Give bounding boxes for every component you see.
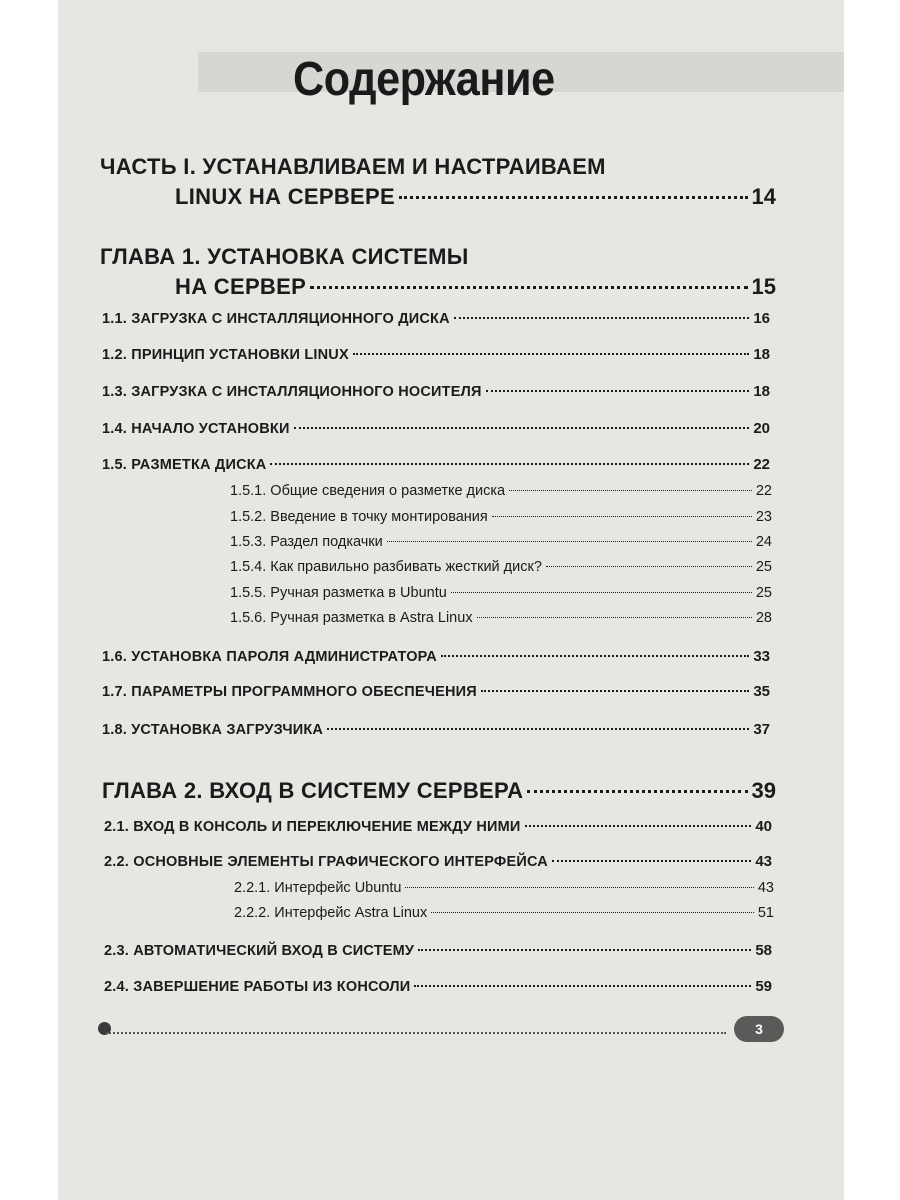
toc-entry-title: 2.3. АВТОМАТИЧЕСКИЙ ВХОД В СИСТЕМУ <box>104 943 415 959</box>
toc-section <box>104 818 772 835</box>
toc-entry-title: 2.4. ЗАВЕРШЕНИЕ РАБОТЫ ИЗ КОНСОЛИ <box>104 979 411 995</box>
toc-page-number: 14 <box>751 184 776 209</box>
toc-page-number: 58 <box>755 942 772 959</box>
dot-leader <box>270 463 749 465</box>
toc-page-number: 37 <box>753 721 770 738</box>
toc-entry-title: 1.6. УСТАНОВКА ПАРОЛЯ АДМИНИСТРАТОРА <box>102 649 437 665</box>
toc-entry-title: 2.1. ВХОД В КОНСОЛЬ И ПЕРЕКЛЮЧЕНИЕ МЕЖДУ НИМИ <box>104 819 521 835</box>
dot-leader <box>327 728 749 730</box>
dot-leader <box>492 516 752 517</box>
toc-entry-title: 2.2.2. Интерфейс Astra Linux <box>234 905 428 921</box>
page-title: Содержание <box>293 53 555 106</box>
toc-page-number: 51 <box>757 905 774 921</box>
toc-page-number: 28 <box>755 610 772 626</box>
dot-leader <box>387 541 752 542</box>
toc-chapter-1 <box>100 242 776 302</box>
toc-section <box>102 721 770 738</box>
dot-leader <box>509 490 752 491</box>
toc-entry-title: 1.5.1. Общие сведения о разметке диска <box>230 483 506 499</box>
toc-entry-title: ГЛАВА 2. ВХОД В СИСТЕМУ СЕРВЕРА <box>102 778 524 803</box>
toc-entry-title: 1.5. РАЗМЕТКА ДИСКА <box>102 457 267 473</box>
page-number-badge: 3 <box>734 1016 784 1042</box>
toc-subsection <box>234 905 774 921</box>
dot-leader <box>552 860 751 862</box>
toc-entry-title: 1.3. ЗАГРУЗКА С ИНСТАЛЛЯЦИОННОГО НОСИТЕЛЯ <box>102 384 482 400</box>
toc-entry-title: 1.2. ПРИНЦИП УСТАНОВКИ LINUX <box>102 347 349 363</box>
toc-entry-title-line1: ЧАСТЬ I. УСТАНАВЛИВАЕМ И НАСТРАИВАЕМ <box>100 154 606 179</box>
toc-page-number: 24 <box>755 534 772 550</box>
toc-entry-title: 1.5.4. Как правильно разбивать жесткий диск? <box>230 559 542 575</box>
toc-page-number: 43 <box>755 853 772 870</box>
toc-chapter-2 <box>102 776 776 806</box>
dot-leader <box>431 912 754 913</box>
toc-entry-title: 1.5.6. Ручная разметка в Astra Linux <box>230 610 473 626</box>
dot-leader <box>527 790 747 793</box>
dot-leader <box>486 390 750 392</box>
toc-section <box>102 310 770 327</box>
toc-subsection <box>230 610 772 626</box>
toc-subsection <box>230 483 772 499</box>
toc-entry-title-line1: ГЛАВА 1. УСТАНОВКА СИСТЕМЫ <box>100 244 469 269</box>
toc-section <box>102 346 770 363</box>
toc-subsection <box>230 559 772 575</box>
toc-page-number: 18 <box>753 383 770 400</box>
toc-page-number: 18 <box>753 346 770 363</box>
toc-page-number: 25 <box>755 585 772 601</box>
toc-entry-title: 1.8. УСТАНОВКА ЗАГРУЗЧИКА <box>102 722 324 738</box>
dot-leader <box>414 985 751 987</box>
toc-page-number: 59 <box>755 978 772 995</box>
toc-entry-title: 2.2. ОСНОВНЫЕ ЭЛЕМЕНТЫ ГРАФИЧЕСКОГО ИНТЕРФЕЙСА <box>104 854 548 870</box>
toc-entry-title: 1.1. ЗАГРУЗКА С ИНСТАЛЛЯЦИОННОГО ДИСКА <box>102 311 450 327</box>
toc-section <box>102 383 770 400</box>
toc-section <box>102 420 770 437</box>
toc-section <box>104 942 772 959</box>
toc-page-number: 33 <box>753 648 770 665</box>
dot-leader <box>441 655 749 657</box>
dot-leader <box>418 949 751 951</box>
footer-dotted-rule <box>106 1032 726 1034</box>
dot-leader <box>525 825 752 827</box>
toc-entry-title: 2.2.1. Интерфейс Ubuntu <box>234 880 402 896</box>
toc-entry-title: 1.4. НАЧАЛО УСТАНОВКИ <box>102 421 290 437</box>
toc-part-1 <box>100 152 776 212</box>
toc-section <box>102 648 770 665</box>
dot-leader <box>310 286 747 289</box>
toc-entry-title: 1.7. ПАРАМЕТРЫ ПРОГРАММНОГО ОБЕСПЕЧЕНИЯ <box>102 684 477 700</box>
toc-entry-title: 1.5.3. Раздел подкачки <box>230 534 383 550</box>
dot-leader <box>481 690 749 692</box>
toc-entry-title-line2: НА СЕРВЕР <box>175 274 307 299</box>
toc-section <box>102 683 770 700</box>
dot-leader <box>477 617 752 618</box>
toc-page-number: 15 <box>751 274 776 299</box>
toc-entry-title-line2: LINUX НА СЕРВЕРЕ <box>175 184 395 209</box>
dot-leader <box>451 592 752 593</box>
toc-section <box>102 456 770 473</box>
dot-leader <box>353 353 749 355</box>
toc-page-number: 16 <box>753 310 770 327</box>
toc-page-number: 22 <box>753 456 770 473</box>
toc-entry-title: 1.5.5. Ручная разметка в Ubuntu <box>230 585 447 601</box>
dot-leader <box>405 887 753 888</box>
toc-page-number: 22 <box>755 483 772 499</box>
toc-page-number: 43 <box>757 880 774 896</box>
toc-subsection <box>230 585 772 601</box>
toc-section <box>104 853 772 870</box>
toc-page-number: 20 <box>753 420 770 437</box>
dot-leader <box>546 566 752 567</box>
toc-subsection <box>230 534 772 550</box>
toc-subsection <box>234 880 774 896</box>
dot-leader <box>294 427 750 429</box>
toc-page-number: 40 <box>755 818 772 835</box>
toc-page-number: 25 <box>755 559 772 575</box>
dot-leader <box>399 196 748 199</box>
toc-page-number: 35 <box>753 683 770 700</box>
book-page <box>58 0 844 1200</box>
toc-page-number: 23 <box>755 509 772 525</box>
toc-page-number: 39 <box>751 778 776 803</box>
toc-section <box>104 978 772 995</box>
toc-entry-title: 1.5.2. Введение в точку монтирования <box>230 509 488 525</box>
dot-leader <box>454 317 750 319</box>
toc-subsection <box>230 509 772 525</box>
